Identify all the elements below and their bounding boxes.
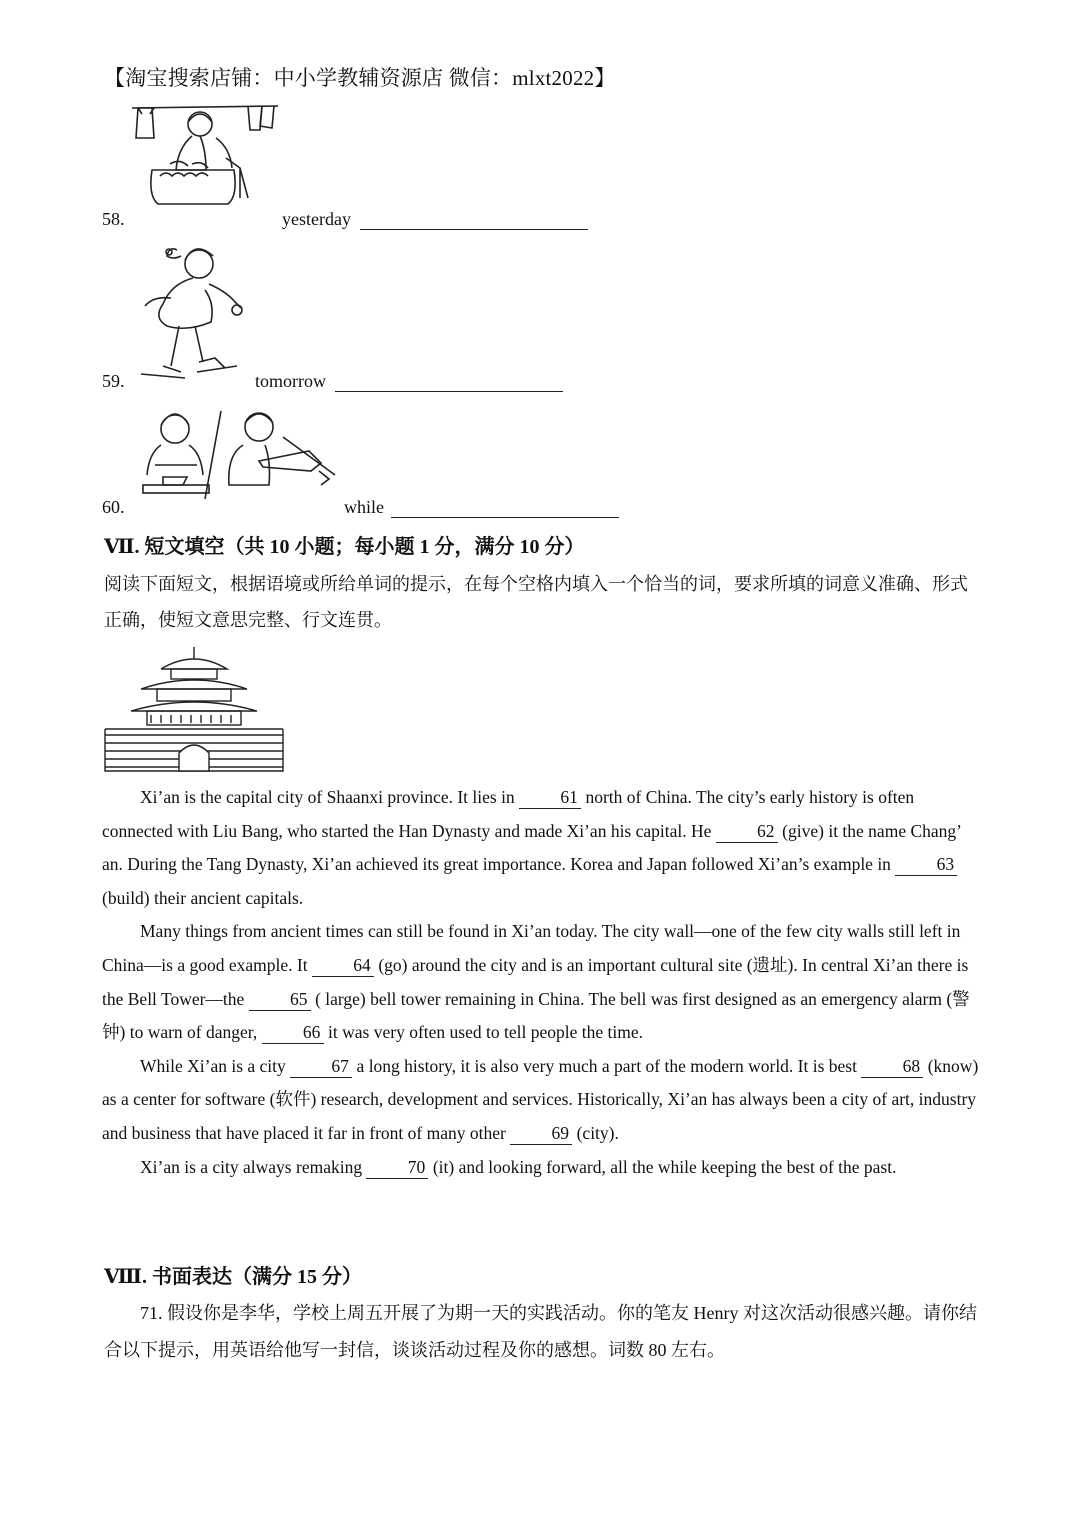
question-number-59: 59. (102, 371, 125, 391)
blank-66[interactable]: 66 (262, 1021, 324, 1044)
question-word-60: while (344, 497, 384, 517)
girl-washing-clothes-illustration (130, 98, 280, 216)
answer-line-59[interactable] (335, 391, 563, 392)
blank-61[interactable]: 61 (519, 786, 581, 809)
passage-text: Many things from ancient times can still be found in Xi’an today. The city wall—one of the few city walls still left in China—is a good example. It (102, 921, 961, 975)
blank-64[interactable]: 64 (312, 954, 374, 977)
passage-paragraph-2 (102, 915, 982, 1049)
section-7-instructions: 阅读下面短文，根据语境或所给单词的提示，在每个空格内填入一个恰当的词，要求所填的词意义准确、形式正确，使短文意思完整、行文连贯。 (104, 574, 968, 630)
passage-text: (city). (572, 1122, 619, 1143)
reading-passage (102, 781, 982, 1184)
passage-text: it was very often used to tell people the time. (323, 1022, 643, 1043)
question-word-59: tomorrow (255, 371, 326, 391)
blank-65[interactable]: 65 (249, 988, 311, 1011)
section-7-title: Ⅶ. 短文填空（共 10 小题；每小题 1 分，满分 10 分） (104, 536, 585, 558)
blank-67[interactable]: 67 (290, 1055, 352, 1078)
passage-text: (it) and looking forward, all the while keeping the best of the past. (428, 1156, 897, 1177)
passage-text: While Xi’an is a city (140, 1055, 291, 1076)
passage-text: north of China. The city’s early history is often connected with Liu Bang, who started the Han Dynasty and made Xi’an his capital. He (102, 787, 915, 841)
blank-62[interactable]: 62 (716, 820, 778, 843)
passage-paragraph-4 (102, 1151, 982, 1185)
girl-skating-illustration (133, 238, 248, 386)
passage-text: a long history, it is also very much a part of the modern world. It is best (352, 1055, 862, 1076)
passage-paragraph-1 (102, 781, 982, 915)
question-word-58: yesterday (282, 209, 351, 229)
blank-68[interactable]: 68 (861, 1055, 923, 1078)
answer-line-60[interactable] (391, 517, 619, 518)
passage-text: ( large) bell tower remaining in China. The bell was first designed as an emergency alarm (警钟) to warn of danger, (102, 988, 970, 1043)
girl-ironing-boy-playing-violin-illustration (133, 405, 341, 501)
passage-text: Xi’an is a city always remaking (140, 1156, 367, 1177)
section-8-title: Ⅷ. 书面表达（满分 15 分） (104, 1266, 362, 1288)
question-number-60: 60. (102, 497, 125, 517)
passage-text: (know) as a center for software (软件) research, development and services. Historically, Xi’an has always been a city of art, industry and business that have placed it far in front of many other (102, 1055, 979, 1143)
answer-line-58[interactable] (360, 229, 588, 230)
passage-paragraph-3 (102, 1050, 982, 1151)
writing-prompt (104, 1295, 984, 1369)
question-number-58: 58. (102, 209, 125, 229)
passage-text: (give) it the name Chang’ an. During the Tang Dynasty, Xi’an achieved its great importance. Korea and Japan followed Xi’an’s example in (102, 820, 961, 875)
header-watermark: 【淘宝搜索店铺：中小学教辅资源店 微信：mlxt2022】 (104, 66, 616, 90)
passage-text: (build) their ancient capitals. (102, 887, 304, 908)
passage-text: Xi’an is the capital city of Shaanxi province. It lies in (140, 787, 520, 807)
blank-69[interactable]: 69 (510, 1122, 572, 1145)
bell-tower-illustration (101, 645, 287, 773)
blank-70[interactable]: 70 (366, 1156, 428, 1179)
blank-63[interactable]: 63 (895, 853, 957, 876)
passage-text: (go) around the city and is an important cultural site (遗址). In central Xi’an there is the Bell Tower—the (102, 954, 969, 1009)
writing-prompt-text: 71. 假设你是李华，学校上周五开展了为期一天的实践活动。你的笔友 Henry 对这次活动很感兴趣。请你结合以下提示，用英语给他写一封信，谈谈活动过程及你的感想。词数 80 左右。 (104, 1303, 977, 1360)
